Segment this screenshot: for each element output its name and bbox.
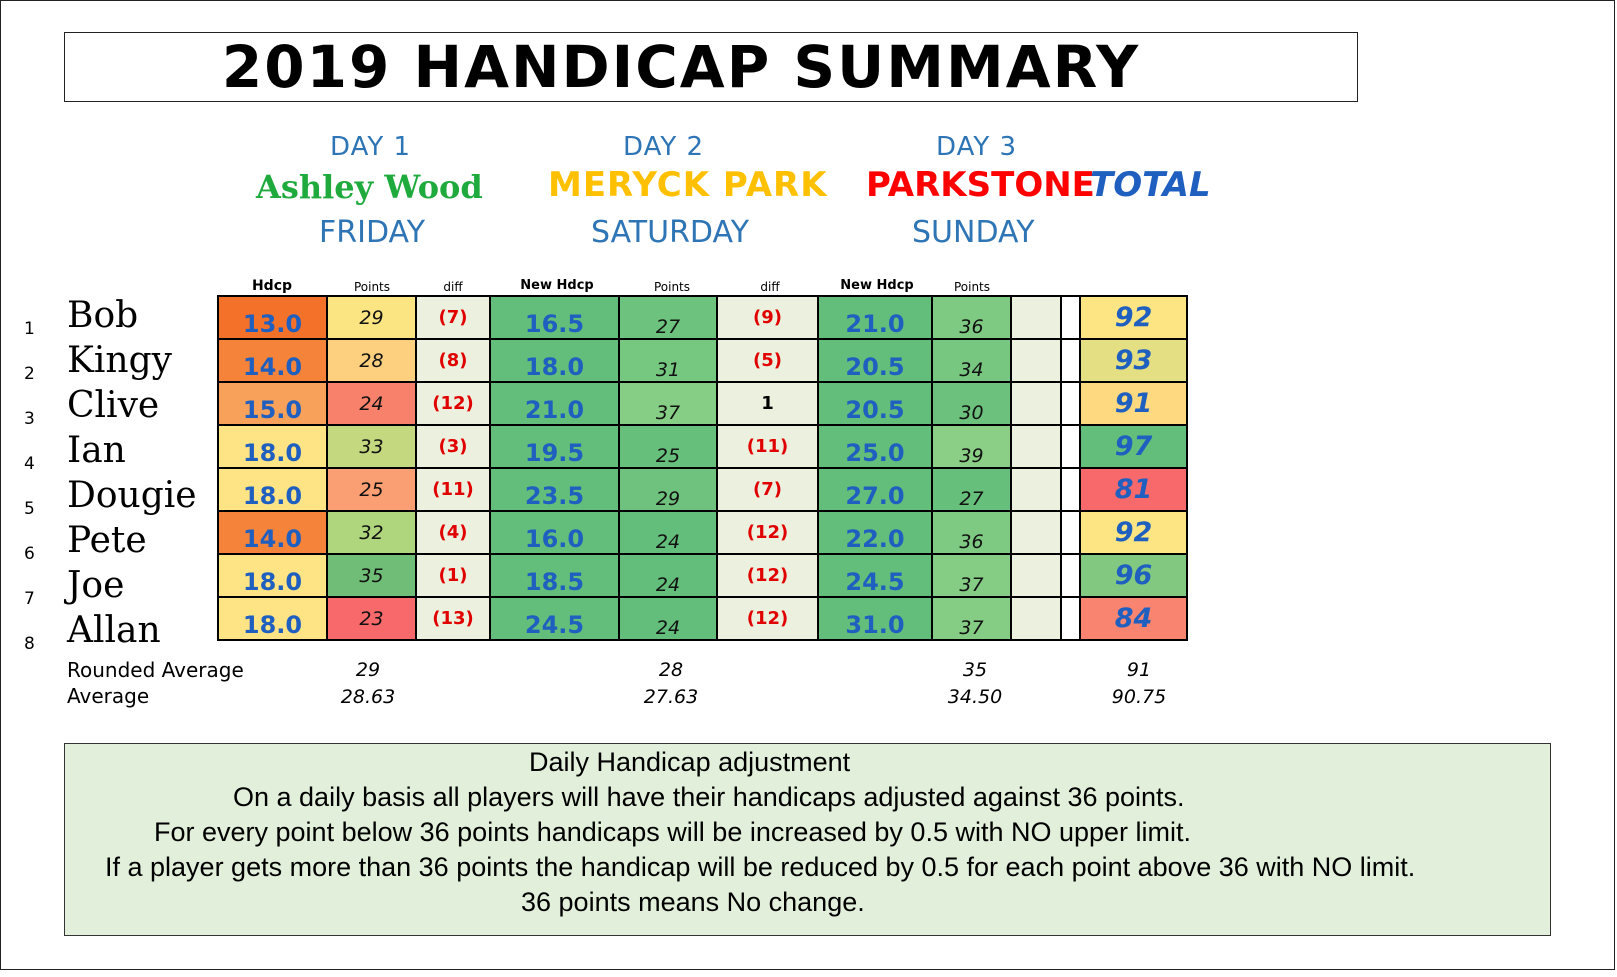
hdcp-cell: 13.0 [218, 296, 327, 339]
spacer-cell [1061, 511, 1080, 554]
player-name: Clive [67, 385, 160, 426]
player-name: Kingy [67, 340, 172, 381]
day2-diff-cell: 1 [717, 382, 818, 425]
note-heading: Daily Handicap adjustment [529, 747, 851, 777]
hdcp-cell: 15.0 [218, 382, 327, 425]
total-cell: 81 [1080, 468, 1187, 511]
row-number: 1 [24, 319, 35, 339]
player-name: Bob [67, 295, 139, 336]
day2-weekday: SATURDAY [591, 215, 750, 250]
average-label: Average [67, 684, 150, 708]
day3-hdcp-cell: 31.0 [818, 597, 932, 640]
day3-hdcp-cell: 25.0 [818, 425, 932, 468]
player-score-row [218, 597, 1187, 640]
day2-label: DAY 2 [623, 132, 705, 162]
rounded-average-label: Rounded Average [67, 658, 244, 682]
day3-label: DAY 3 [936, 132, 1018, 162]
col-header-points1: Points [353, 280, 391, 294]
day3-hdcp-cell: 24.5 [818, 554, 932, 597]
player-score-row [218, 468, 1187, 511]
player-score-row [218, 511, 1187, 554]
row-number: 4 [24, 454, 35, 474]
player-name: Allan [67, 610, 161, 651]
day2-hdcp-cell: 19.5 [490, 425, 619, 468]
col-header-diff2: diff [760, 280, 780, 294]
player-score-row [218, 296, 1187, 339]
average-pts2: 27.63 [643, 686, 699, 708]
spacer-cell [1061, 468, 1080, 511]
rounded-average-total: 91 [1126, 659, 1152, 681]
day2-points-cell: 25 [619, 425, 717, 468]
total-cell: 96 [1080, 554, 1187, 597]
total-cell: 91 [1080, 382, 1187, 425]
day3-points-cell: 37 [932, 554, 1011, 597]
col-header-hdcp: Hdcp [251, 278, 293, 294]
player-name: Ian [67, 430, 126, 471]
hdcp-cell: 18.0 [218, 597, 327, 640]
blank-cell [1011, 339, 1061, 382]
day3-hdcp-cell: 20.5 [818, 339, 932, 382]
blank-cell [1011, 511, 1061, 554]
day2-points-cell: 29 [619, 468, 717, 511]
spacer-cell [1061, 425, 1080, 468]
day2-diff-cell: (7) [717, 468, 818, 511]
hdcp-cell: 14.0 [218, 511, 327, 554]
day1-points-cell: 33 [327, 425, 416, 468]
total-label: TOTAL [1090, 165, 1211, 205]
day2-diff-cell: (12) [717, 597, 818, 640]
day3-course: PARKSTONE [866, 165, 1095, 205]
row-number: 2 [24, 364, 35, 384]
row-number: 5 [24, 499, 35, 519]
col-header-new-hdcp2: New Hdcp [520, 278, 594, 293]
col-header-points2: Points [653, 280, 691, 294]
day2-hdcp-cell: 18.5 [490, 554, 619, 597]
day2-points-cell: 27 [619, 296, 717, 339]
note-line-1: On a daily basis all players will have their handicaps adjusted against 36 points. [233, 782, 1185, 812]
day3-hdcp-cell: 20.5 [818, 382, 932, 425]
row-number: 6 [24, 544, 35, 564]
day2-hdcp-cell: 18.0 [490, 339, 619, 382]
hdcp-cell: 14.0 [218, 339, 327, 382]
hdcp-cell: 18.0 [218, 468, 327, 511]
day1-diff-cell: (4) [416, 511, 490, 554]
day2-diff-cell: (5) [717, 339, 818, 382]
day2-hdcp-cell: 23.5 [490, 468, 619, 511]
day1-course: Ashley Wood [256, 168, 483, 206]
score-grid [217, 295, 1188, 641]
day1-diff-cell: (13) [416, 597, 490, 640]
note-line-3: If a player gets more than 36 points the handicap will be reduced by 0.5 for each point above 36 with NO limit. [105, 852, 1416, 882]
blank-cell [1011, 468, 1061, 511]
total-cell: 84 [1080, 597, 1187, 640]
day1-points-cell: 35 [327, 554, 416, 597]
day1-diff-cell: (1) [416, 554, 490, 597]
hdcp-cell: 18.0 [218, 425, 327, 468]
day1-points-cell: 25 [327, 468, 416, 511]
spacer-cell [1061, 339, 1080, 382]
day3-weekday: SUNDAY [912, 215, 1035, 250]
title-box [64, 32, 1358, 102]
note-line-4: 36 points means No change. [521, 887, 865, 917]
day3-points-cell: 39 [932, 425, 1011, 468]
day2-diff-cell: (11) [717, 425, 818, 468]
adjustment-note [64, 743, 1551, 936]
day1-points-cell: 29 [327, 296, 416, 339]
player-name: Dougie [67, 475, 197, 516]
day1-diff-cell: (8) [416, 339, 490, 382]
day1-diff-cell: (11) [416, 468, 490, 511]
day1-weekday: FRIDAY [319, 215, 426, 250]
average-pts3: 34.50 [947, 686, 1003, 708]
day2-hdcp-cell: 24.5 [490, 597, 619, 640]
day1-points-cell: 23 [327, 597, 416, 640]
day2-hdcp-cell: 16.0 [490, 511, 619, 554]
day2-diff-cell: (9) [717, 296, 818, 339]
day1-diff-cell: (3) [416, 425, 490, 468]
day3-points-cell: 34 [932, 339, 1011, 382]
total-cell: 93 [1080, 339, 1187, 382]
rounded-average-pts1: 29 [355, 659, 381, 681]
note-line-2: For every point below 36 points handicaps will be increased by 0.5 with NO upper limit. [154, 817, 1192, 847]
average-total: 90.75 [1111, 686, 1167, 708]
col-header-diff1: diff [443, 280, 463, 294]
hdcp-cell: 18.0 [218, 554, 327, 597]
day2-points-cell: 37 [619, 382, 717, 425]
total-cell: 92 [1080, 296, 1187, 339]
player-score-row [218, 425, 1187, 468]
day2-diff-cell: (12) [717, 554, 818, 597]
blank-cell [1011, 296, 1061, 339]
player-name: Joe [67, 565, 125, 606]
player-name: Pete [67, 520, 147, 561]
spacer-cell [1061, 597, 1080, 640]
day2-diff-cell: (12) [717, 511, 818, 554]
blank-cell [1011, 425, 1061, 468]
day3-points-cell: 30 [932, 382, 1011, 425]
spacer-cell [1061, 382, 1080, 425]
day3-hdcp-cell: 27.0 [818, 468, 932, 511]
day2-points-cell: 24 [619, 511, 717, 554]
day3-points-cell: 36 [932, 296, 1011, 339]
row-number: 8 [24, 634, 35, 654]
blank-cell [1011, 597, 1061, 640]
day1-points-cell: 28 [327, 339, 416, 382]
day2-hdcp-cell: 16.5 [490, 296, 619, 339]
day3-points-cell: 36 [932, 511, 1011, 554]
spacer-cell [1061, 554, 1080, 597]
row-number: 7 [24, 589, 35, 609]
player-score-row [218, 339, 1187, 382]
rounded-average-pts2: 28 [658, 659, 684, 681]
day3-points-cell: 27 [932, 468, 1011, 511]
day1-label: DAY 1 [330, 132, 412, 162]
total-cell: 97 [1080, 425, 1187, 468]
day2-points-cell: 24 [619, 597, 717, 640]
day1-diff-cell: (12) [416, 382, 490, 425]
page-title: 2019 HANDICAP SUMMARY [221, 33, 1141, 101]
day2-course: MERYCK PARK [548, 165, 828, 205]
day1-points-cell: 24 [327, 382, 416, 425]
total-cell: 92 [1080, 511, 1187, 554]
day2-points-cell: 31 [619, 339, 717, 382]
day3-hdcp-cell: 22.0 [818, 511, 932, 554]
col-header-new-hdcp3: New Hdcp [840, 278, 914, 293]
day3-hdcp-cell: 21.0 [818, 296, 932, 339]
row-number: 3 [24, 409, 35, 429]
rounded-average-pts3: 35 [962, 659, 988, 681]
average-pts1: 28.63 [340, 686, 396, 708]
col-header-points3: Points [953, 280, 991, 294]
blank-cell [1011, 382, 1061, 425]
day1-diff-cell: (7) [416, 296, 490, 339]
day1-points-cell: 32 [327, 511, 416, 554]
player-score-row [218, 382, 1187, 425]
day2-hdcp-cell: 21.0 [490, 382, 619, 425]
spacer-cell [1061, 296, 1080, 339]
blank-cell [1011, 554, 1061, 597]
day3-points-cell: 37 [932, 597, 1011, 640]
day2-points-cell: 24 [619, 554, 717, 597]
player-score-row [218, 554, 1187, 597]
